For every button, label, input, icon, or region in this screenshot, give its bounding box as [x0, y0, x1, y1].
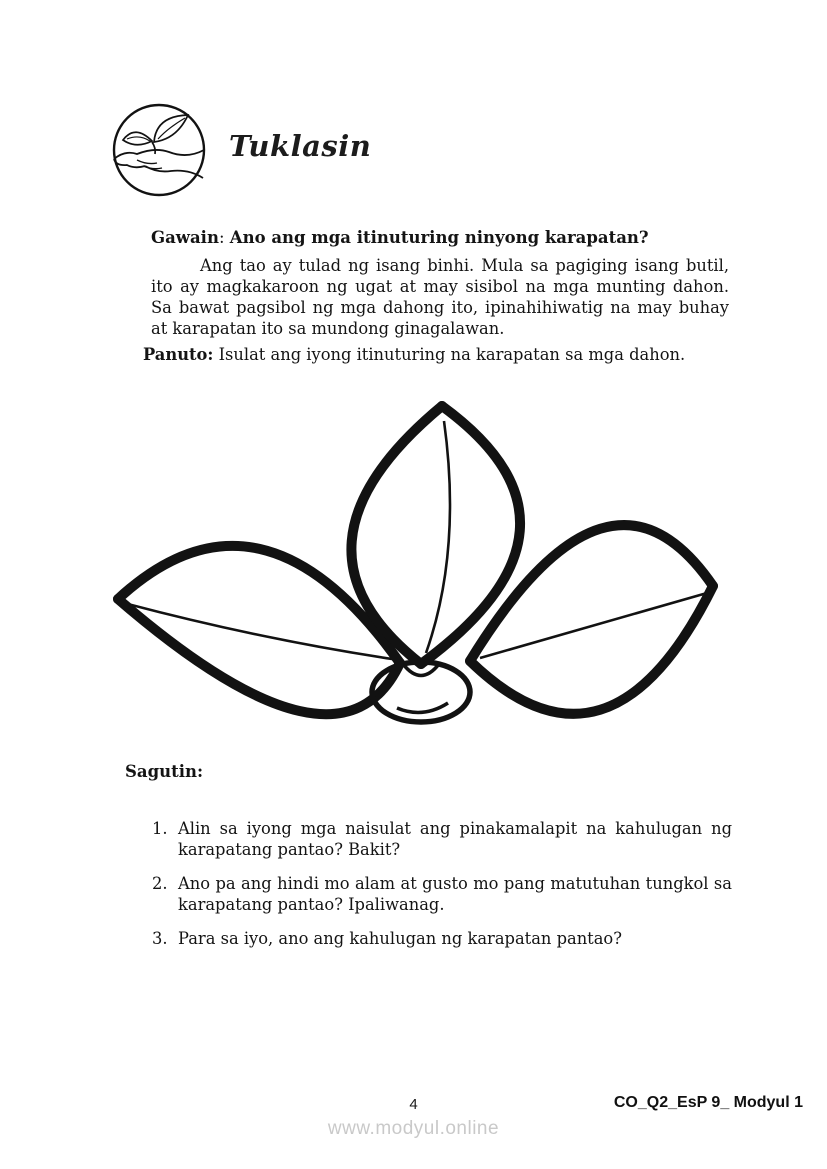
- activity-separator: :: [218, 228, 230, 247]
- activity-section: [151, 228, 729, 339]
- page-title: Tuklasin: [229, 129, 372, 163]
- page-number: 4: [409, 1096, 418, 1113]
- hand-holding-sprout-icon: [107, 103, 211, 199]
- list-item: [152, 818, 732, 860]
- activity-label: Gawain: [151, 228, 219, 247]
- section-header: [107, 103, 371, 199]
- activity-title: Ano ang mga itinuturing ninyong karapatan?: [229, 228, 649, 247]
- instruction-label: Panuto:: [143, 345, 214, 364]
- instruction-text: Isulat ang iyong itinuturing na karapatan sa mga dahon.: [218, 345, 686, 364]
- instruction-line: [143, 344, 743, 365]
- list-item-number: 2.: [152, 874, 168, 893]
- activity-intro-paragraph: Ang tao ay tulad ng isang binhi. Mula sa pagiging isang butil, ito ay magkakaroon ng ugat at may sisibol na mga munting dahon. Sa bawat pagsibol ng mga dahong ito, ipinahihiwatig na may buhay at karapatan ito sa mundong ginagalawan.: [151, 256, 729, 338]
- list-item-number: 1.: [152, 819, 168, 838]
- list-item-text: Para sa iyo, ano ang kahulugan ng karapatan pantao?: [178, 929, 622, 948]
- list-item: [152, 928, 732, 949]
- activity-heading: [151, 228, 729, 247]
- list-item-text: Alin sa iyong mga naisulat ang pinakamalapit na kahulugan ng karapatang pantao? Bakit?: [178, 819, 732, 859]
- list-item: [152, 873, 732, 915]
- document-code: CO_Q2_EsP 9_ Modyul 1: [613, 1094, 803, 1111]
- leaves-seed-illustration: [100, 391, 750, 746]
- list-item-number: 3.: [152, 929, 168, 948]
- watermark-text: www.modyul.online: [327, 1118, 500, 1139]
- question-list: [152, 818, 732, 962]
- right-leaf-shape: [470, 525, 713, 714]
- list-item-text: Ano pa ang hindi mo alam at gusto mo pang matutuhan tungkol sa karapatang pantao? Ipaliwanag.: [178, 874, 732, 914]
- answers-heading: Sagutin:: [125, 762, 204, 781]
